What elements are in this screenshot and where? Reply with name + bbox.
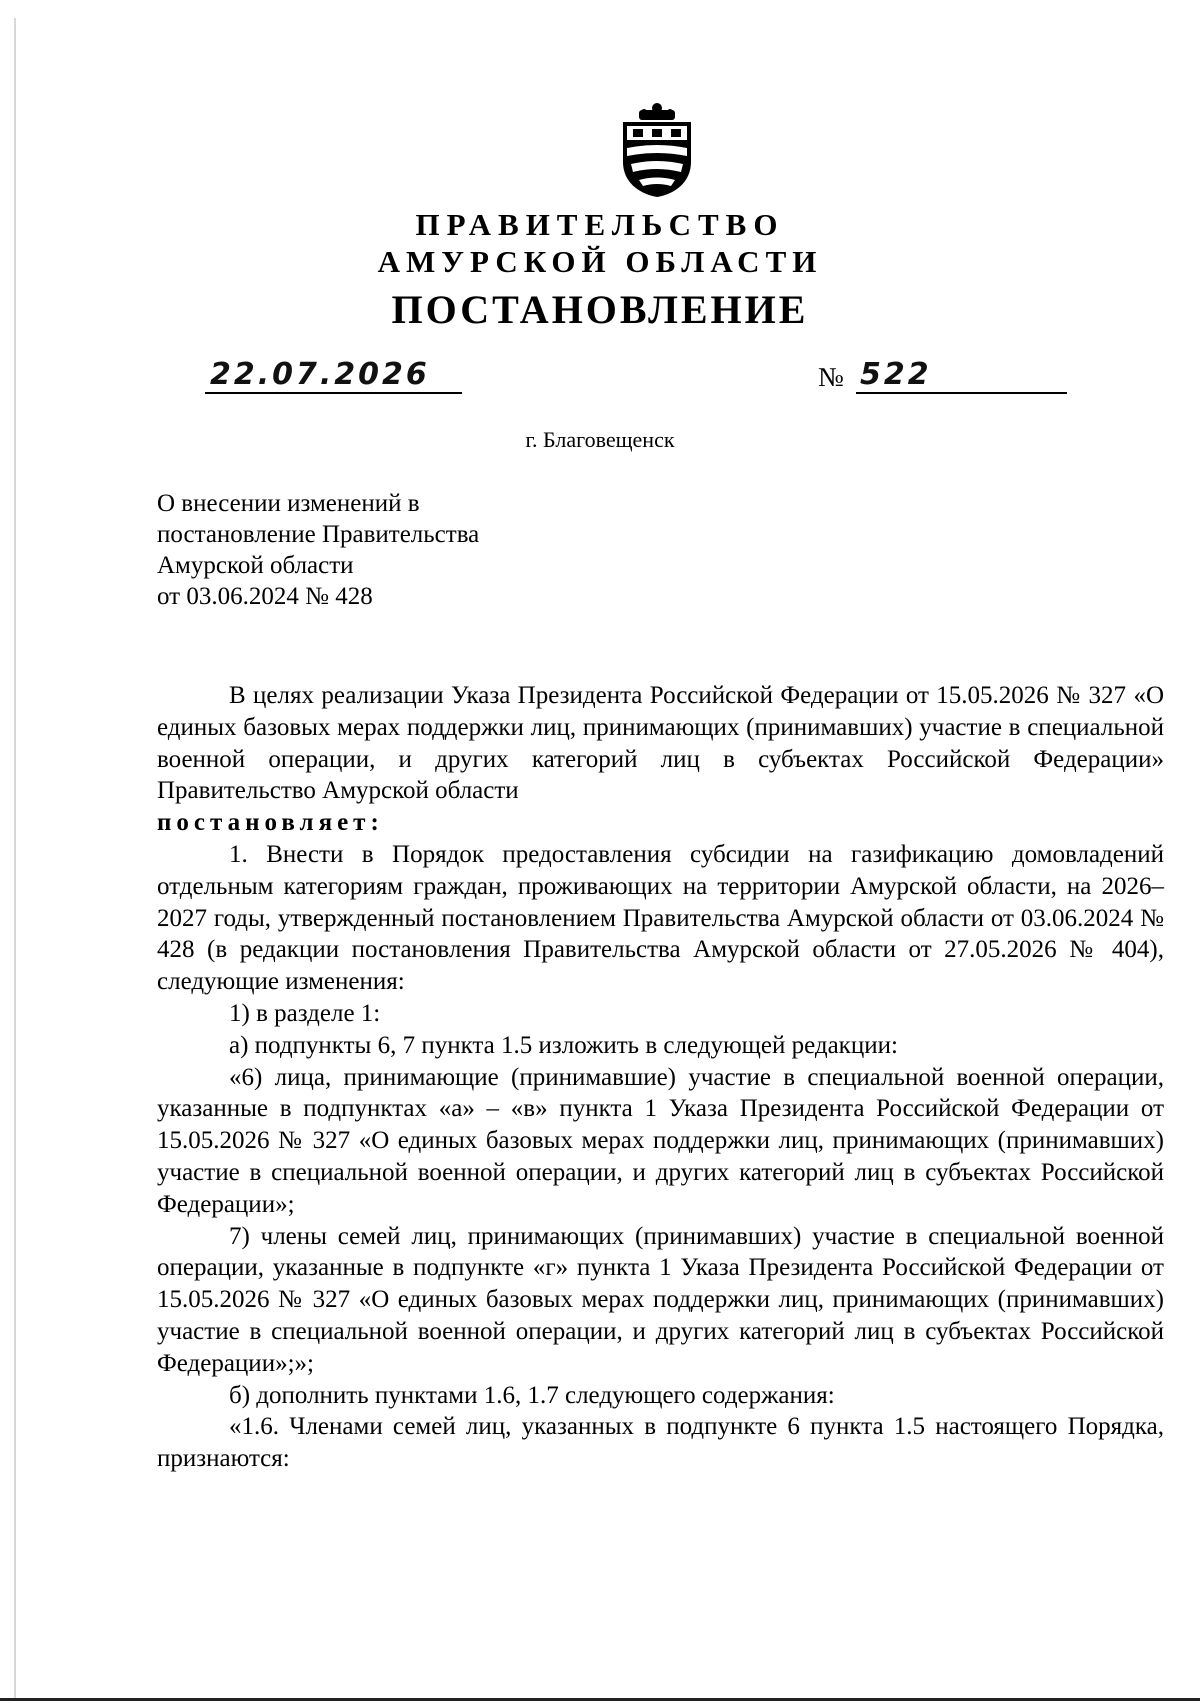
paragraph: «6) лица, принимающие (принимавшие) участие в специальной военной операции, указанные в подпунктах «а» – «в» пункта 1 Указа Президента Российской Федерации от 15.05.2026 № 327 «О единых базовых мерах поддержки лиц, принимающих (принимавших) участие в специальной военной операции, и других категорий лиц в субъектах Российской Федерации»; (157, 1063, 1164, 1218)
paragraph: а) подпункты 6, 7 пункта 1.5 изложить в следующей редакции: (229, 1031, 898, 1059)
document-type: ПОСТАНОВЛЕНИЕ (391, 287, 809, 332)
preamble: В целях реализации Указа Президента Российской Федерации от 15.05.2026 № 327 «О единых базовых мерах поддержки лиц, принимающих (принимавших) участие в специальной военной операции, и других категорий лиц в субъектах Российской Федерации» Правительство Амурской области (157, 682, 1164, 805)
paragraph: 7) члены семей лиц, принимающих (принимавших) участие в специальной военной операции, указанные в подпункте «г» пункта 1 Указа Президента Российской Федерации от 15.05.2026 № 327 «О единых базовых мерах поддержки лиц, принимающих (принимавших) участие в специальной военной операции, и других категорий лиц в субъектах Российской Федерации»;»; (157, 1222, 1164, 1377)
paragraph: «1.6. Членами семей лиц, указанных в подпункте 6 пункта 1.5 настоящего Порядка, признаются: (157, 1413, 1164, 1473)
paragraph: 1. Внести в Порядок предоставления субсидии на газификацию домовладений отдельным категориям граждан, проживающих на территории Амурской области, на 2026–2027 годы, утвержденный постановлением Правительства Амурской области от 03.06.2024 № 428 (в редакции постановления Правительства Амурской области от 27.05.2026 № 404), следующие изменения: (157, 840, 1164, 996)
paragraph: 1) в разделе 1: (229, 999, 381, 1027)
decrees-word: постановляет: (157, 809, 384, 837)
org-name-line2: АМУРСКОЙ ОБЛАСТИ (377, 244, 823, 279)
scan-bottom-edge (0, 1698, 1200, 1701)
title-line: О внесении изменений в (157, 490, 420, 517)
city: г. Благовещенск (525, 427, 675, 452)
title-line: от 03.06.2024 № 428 (157, 583, 373, 610)
coat-of-arms-icon (617, 100, 697, 198)
paragraph: б) дополнить пунктами 1.6, 1.7 следующего содержания: (229, 1381, 835, 1409)
date-underline (205, 392, 462, 394)
document-title (157, 488, 479, 612)
title-line: Амурской области (157, 552, 354, 579)
document-body (157, 680, 1164, 1475)
number-underline (856, 392, 1067, 394)
number-label: № (818, 362, 844, 392)
org-name-line1: ПРАВИТЕЛЬСТВО (415, 207, 785, 242)
title-line: постановление Правительства (157, 521, 480, 548)
handwritten-date: 22.07.2026 (210, 357, 430, 392)
handwritten-number: 522 (860, 357, 932, 392)
